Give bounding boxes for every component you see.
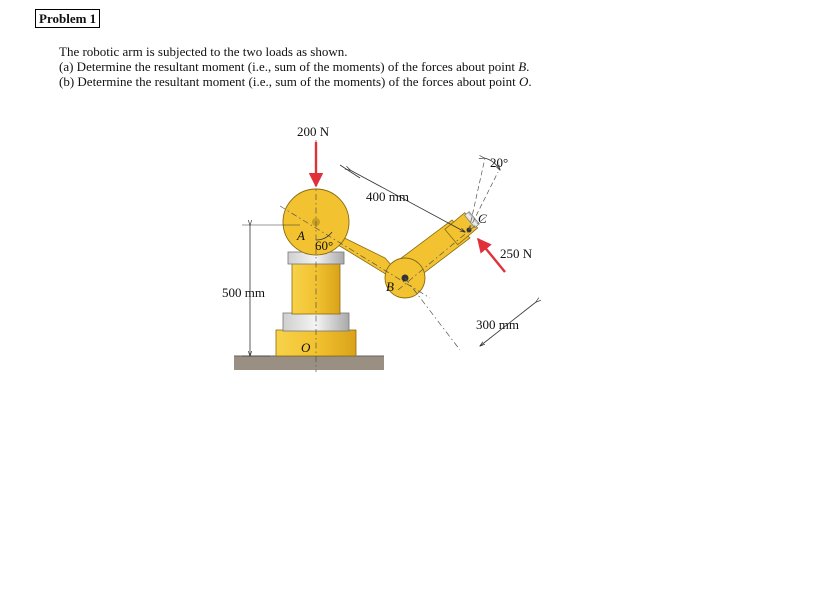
problem-label: Problem 1 [35,9,100,28]
point-b-label: B [386,279,394,294]
part-a-point: B [518,59,527,74]
part-b-end: . [528,74,532,89]
angle-60-label: 60° [315,238,334,253]
point-a-label: A [297,228,305,243]
dim-400mm-label: 400 mm [366,189,409,204]
part-b-text: (b) Determine the resultant moment (i.e., sum of the moments) of the forces about point [59,74,519,89]
angle-20-label: 20° [490,155,509,170]
statement-intro: The robotic arm is subjected to the two loads as shown. [59,44,348,59]
dim-500mm-label: 500 mm [222,285,265,300]
ground-base [234,356,384,370]
force-250n-label: 250 N [500,246,533,261]
force-200n-label: 200 N [297,124,330,139]
dim-300mm-label: 300 mm [476,317,519,332]
point-o-label: O [301,340,311,355]
part-a-text: (a) Determine the resultant moment (i.e., sum of the moments) of the forces about point [59,59,519,74]
part-a-end: . [526,59,530,74]
point-c-label: C [478,211,487,226]
part-b-point: O [518,74,529,89]
